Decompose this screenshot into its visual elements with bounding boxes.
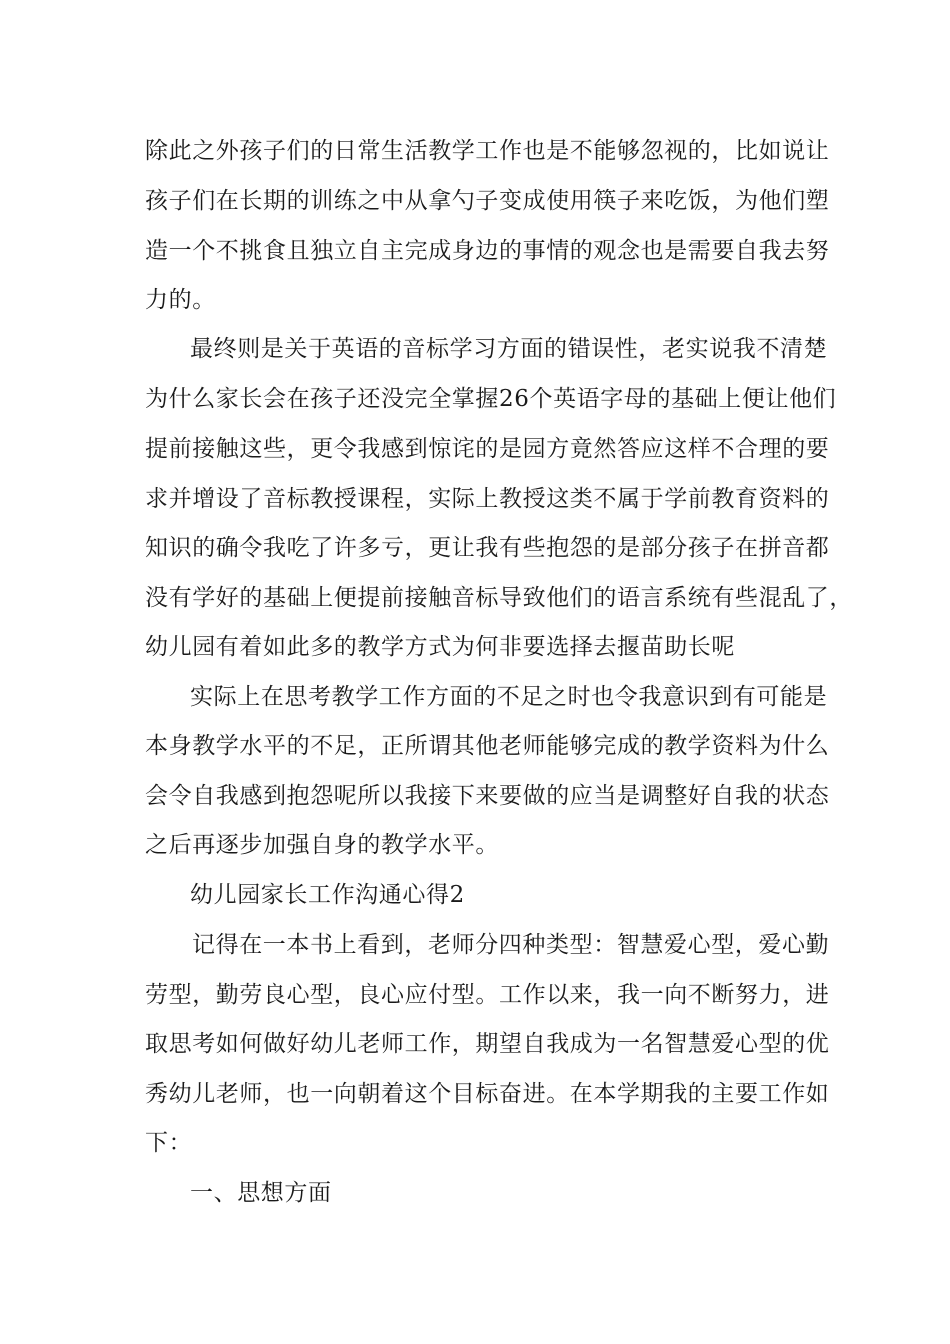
section-heading: 幼儿园家长工作沟通心得2 <box>190 882 465 908</box>
paragraph-start-line: 记得在一本书上看到，老师分四种类型：智慧爱心型，爱心勤 <box>192 932 830 958</box>
subsection-heading: 一、思想方面 <box>190 1180 332 1206</box>
text-line: 下： <box>145 1130 193 1156</box>
text-line: 孩子们在长期的训练之中从拿勺子变成使用筷子来吃饭，为他们塑 <box>145 188 830 214</box>
text-line: 秀幼儿老师，也一向朝着这个目标奋进。在本学期我的主要工作如 <box>145 1081 830 1107</box>
text-line: 提前接触这些，更令我感到惊诧的是园方竟然答应这样不合理的要 <box>145 436 830 462</box>
text-line: 求并增设了音标教授课程，实际上教授这类不属于学前教育资料的 <box>145 486 830 512</box>
paragraph-start-line: 最终则是关于英语的音标学习方面的错误性，老实说我不清楚 <box>190 336 828 362</box>
text-line: 力的。 <box>145 287 216 313</box>
text-line: 造一个不挑食且独立自主完成身边的事情的观念也是需要自我去努 <box>145 238 830 264</box>
text-line: 取思考如何做好幼儿老师工作，期望自我成为一名智慧爱心型的优 <box>145 1031 830 1057</box>
text-line: 劳型，勤劳良心型，良心应付型。工作以来，我一向不断努力，进 <box>145 982 830 1008</box>
text-line: 幼儿园有着如此多的教学方式为何非要选择去揠苗助长呢 <box>145 634 735 660</box>
text-line: 会令自我感到抱怨呢所以我接下来要做的应当是调整好自我的状态 <box>145 783 830 809</box>
paragraph-start-line: 实际上在思考教学工作方面的不足之时也令我意识到有可能是 <box>190 684 828 710</box>
text-line: 没有学好的基础上便提前接触音标导致他们的语言系统有些混乱了， <box>145 585 853 611</box>
text-line: 本身教学水平的不足，正所谓其他老师能够完成的教学资料为什么 <box>145 733 830 759</box>
text-line: 知识的确令我吃了许多亏，更让我有些抱怨的是部分孩子在拼音都 <box>145 535 830 561</box>
text-line: 之后再逐步加强自身的教学水平。 <box>145 832 499 858</box>
text-line: 为什么家长会在孩子还没完全掌握26个英语字母的基础上便让他们 <box>145 386 837 412</box>
text-line: 除此之外孩子们的日常生活教学工作也是不能够忽视的，比如说让 <box>145 138 830 164</box>
